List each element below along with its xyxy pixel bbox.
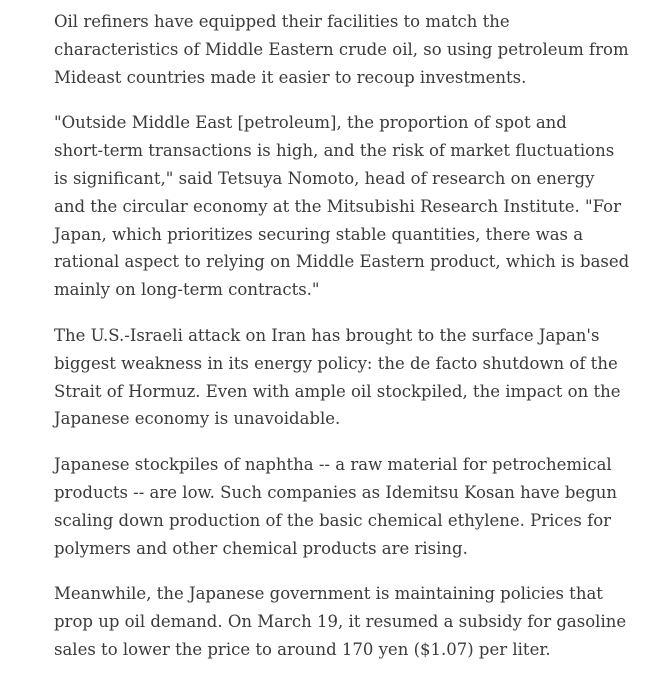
text-line: mainly on long-term contracts."	[54, 280, 320, 300]
text-line: "Outside Middle East [petroleum], the proportion of spot and	[54, 113, 567, 133]
text-line: Oil refiners have equipped their facilities to match the	[54, 12, 510, 31]
text-line: The U.S.-Israeli attack on Iran has brought to the surface Japan's	[54, 325, 600, 345]
text-line: prop up oil demand. On March 19, it resumed a subsidy for gasoline	[54, 612, 627, 632]
text-line: scaling down production of the basic chemical ethylene. Prices for	[54, 510, 612, 530]
text-line: characteristics of Middle Eastern crude oil, so using petroleum from	[54, 39, 629, 59]
text-line: Japanese stockpiles of naphtha -- a raw material for petrochemical	[54, 455, 612, 475]
paragraph-refiners	[54, 8, 629, 91]
text-line: Mideast countries made it easier to recoup investments.	[54, 67, 527, 87]
text-line: biggest weakness in its energy policy: the de facto shutdown of the	[54, 353, 618, 373]
text-line: sales to lower the price to around 170 yen ($1.07) per liter.	[54, 639, 551, 659]
paragraph-subsidy	[54, 580, 629, 663]
text-line: Japanese economy is unavoidable.	[54, 409, 341, 429]
paragraph-nomoto-quote	[54, 109, 629, 304]
paragraph-hormuz	[54, 322, 629, 433]
text-line: polymers and other chemical products are rising.	[54, 538, 468, 558]
text-line: is significant," said Tetsuya Nomoto, head of research on energy	[54, 168, 595, 188]
text-line: and the circular economy at the Mitsubishi Research Institute. "For	[54, 196, 621, 216]
text-line: Strait of Hormuz. Even with ample oil stockpiled, the impact on the	[54, 381, 621, 401]
article-body	[54, 8, 629, 682]
text-line: Japan, which prioritizes securing stable quantities, there was a	[54, 224, 584, 244]
text-line: short-term transactions is high, and the risk of market fluctuations	[54, 141, 615, 161]
text-line: Meanwhile, the Japanese government is maintaining policies that	[54, 584, 603, 604]
paragraph-naphtha	[54, 451, 629, 562]
text-line: products -- are low. Such companies as Idemitsu Kosan have begun	[54, 482, 618, 502]
text-line: rational aspect to relying on Middle Eastern product, which is based	[54, 252, 630, 272]
